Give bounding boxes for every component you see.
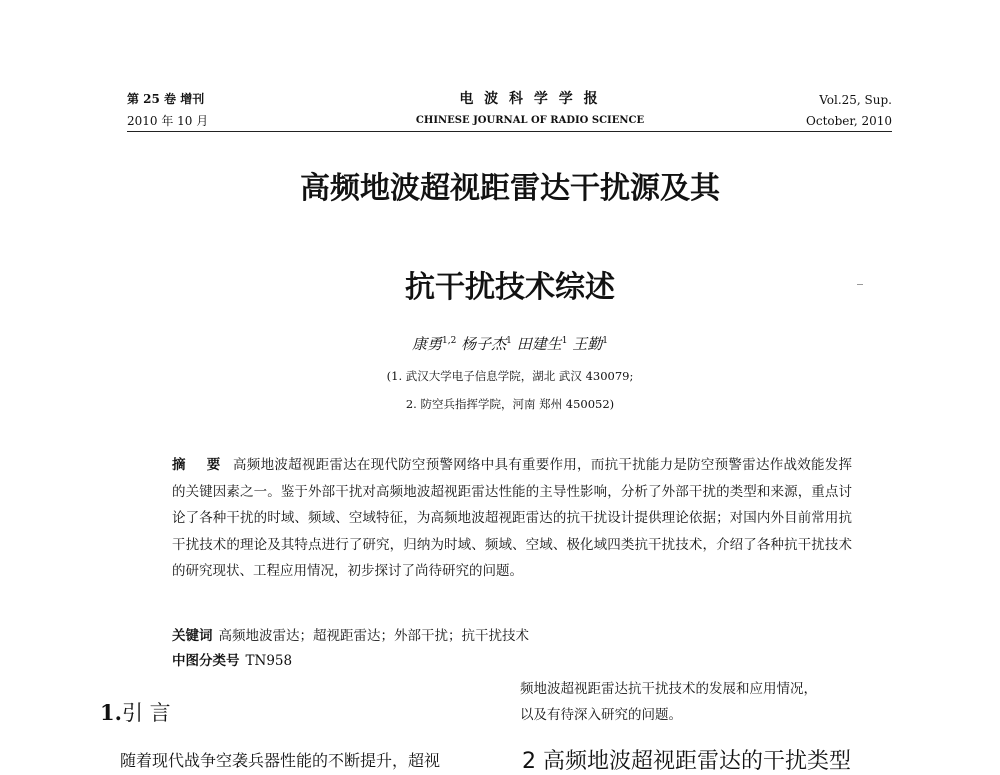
right-column-text [520, 676, 900, 728]
author-list [300, 333, 720, 354]
abstract-label: 摘 要 [172, 457, 229, 473]
right-column-line: 以及有待深入研究的问题。 [520, 707, 682, 723]
volume-issue-en: Vol.25, Sup. [819, 93, 892, 107]
keywords [172, 624, 529, 644]
section-title: 引 言 [121, 701, 171, 725]
publication-date-en: October, 2010 [806, 114, 892, 128]
author-name: 田建生 [516, 335, 562, 353]
scan-mark [857, 284, 863, 285]
affiliation-1: (1. 武汉大学电子信息学院，湖北 武汉 430079; [386, 369, 634, 383]
author-affiliation-mark: 1,2 [442, 336, 457, 346]
keywords-label: 关键词 [172, 628, 213, 644]
author-name: 康勇 [412, 335, 443, 353]
journal-volume-info [127, 88, 208, 132]
author-affiliation-mark: 1 [506, 336, 512, 346]
section-number: 1. [100, 700, 122, 725]
affiliation-2: 2. 防空兵指挥学院，河南 郑州 450052) [405, 397, 615, 411]
classification-label: 中图分类号 [172, 653, 240, 669]
paper-title-line2: 抗干扰技术综述 [405, 270, 615, 305]
body-text-left-cut: 随着现代战争空袭兵器性能的不断提升，超视 [120, 751, 441, 770]
journal-name-block [380, 88, 680, 132]
journal-name-en: CHINESE JOURNAL OF RADIO SCIENCE [415, 115, 645, 126]
section-heading [100, 697, 171, 727]
author-affiliation-mark: 1 [561, 336, 568, 346]
right-column-line: 频地波超视距雷达抗干扰技术的发展和应用情况， [520, 681, 817, 697]
journal-volume-info-en [806, 90, 892, 132]
abstract [172, 452, 852, 585]
abstract-text: 高频地波超视距雷达在现代防空预警网络中具有重要作用，而抗干扰能力是防空预警雷达作战效能发挥的关键因素之一。鉴于外部干扰对高频地波超视距雷达性能的主导性影响，分析了外部干扰的类型和来源，重点讨论了各种干扰的时域、频域、空域特征，为高频地波超视距雷达的抗干扰设计提供理论依据；对国内外目前常用抗干扰技术的理论及其特点进行了研究，归纳为时域、频域、空域、极化域四类抗干扰技术，介绍了各种抗干扰技术的研究现状、工程应用情况，初步探讨了尚待研究的问题。 [172, 457, 853, 579]
publication-date-cn: 2010 年 10 月 [127, 114, 209, 128]
keywords-text: 高频地波雷达；超视距雷达；外部干扰；抗干扰技术 [218, 628, 529, 644]
classification-value: TN958 [245, 653, 293, 669]
classification [172, 649, 292, 669]
author-name: 杨子杰 [461, 335, 507, 353]
volume-issue: 第 25 卷 增刊 [127, 92, 205, 106]
author-affiliation-mark: 1 [602, 336, 608, 346]
journal-name-cn: 电 波 科 学 学 报 [459, 91, 601, 107]
author-name: 王勤 [572, 335, 603, 353]
paper-title-line1: 高频地波超视距雷达干扰源及其 [300, 171, 720, 206]
section-heading-2-cut: 2 高频地波超视距雷达的干扰类型 [522, 749, 851, 774]
header-rule [127, 131, 892, 132]
